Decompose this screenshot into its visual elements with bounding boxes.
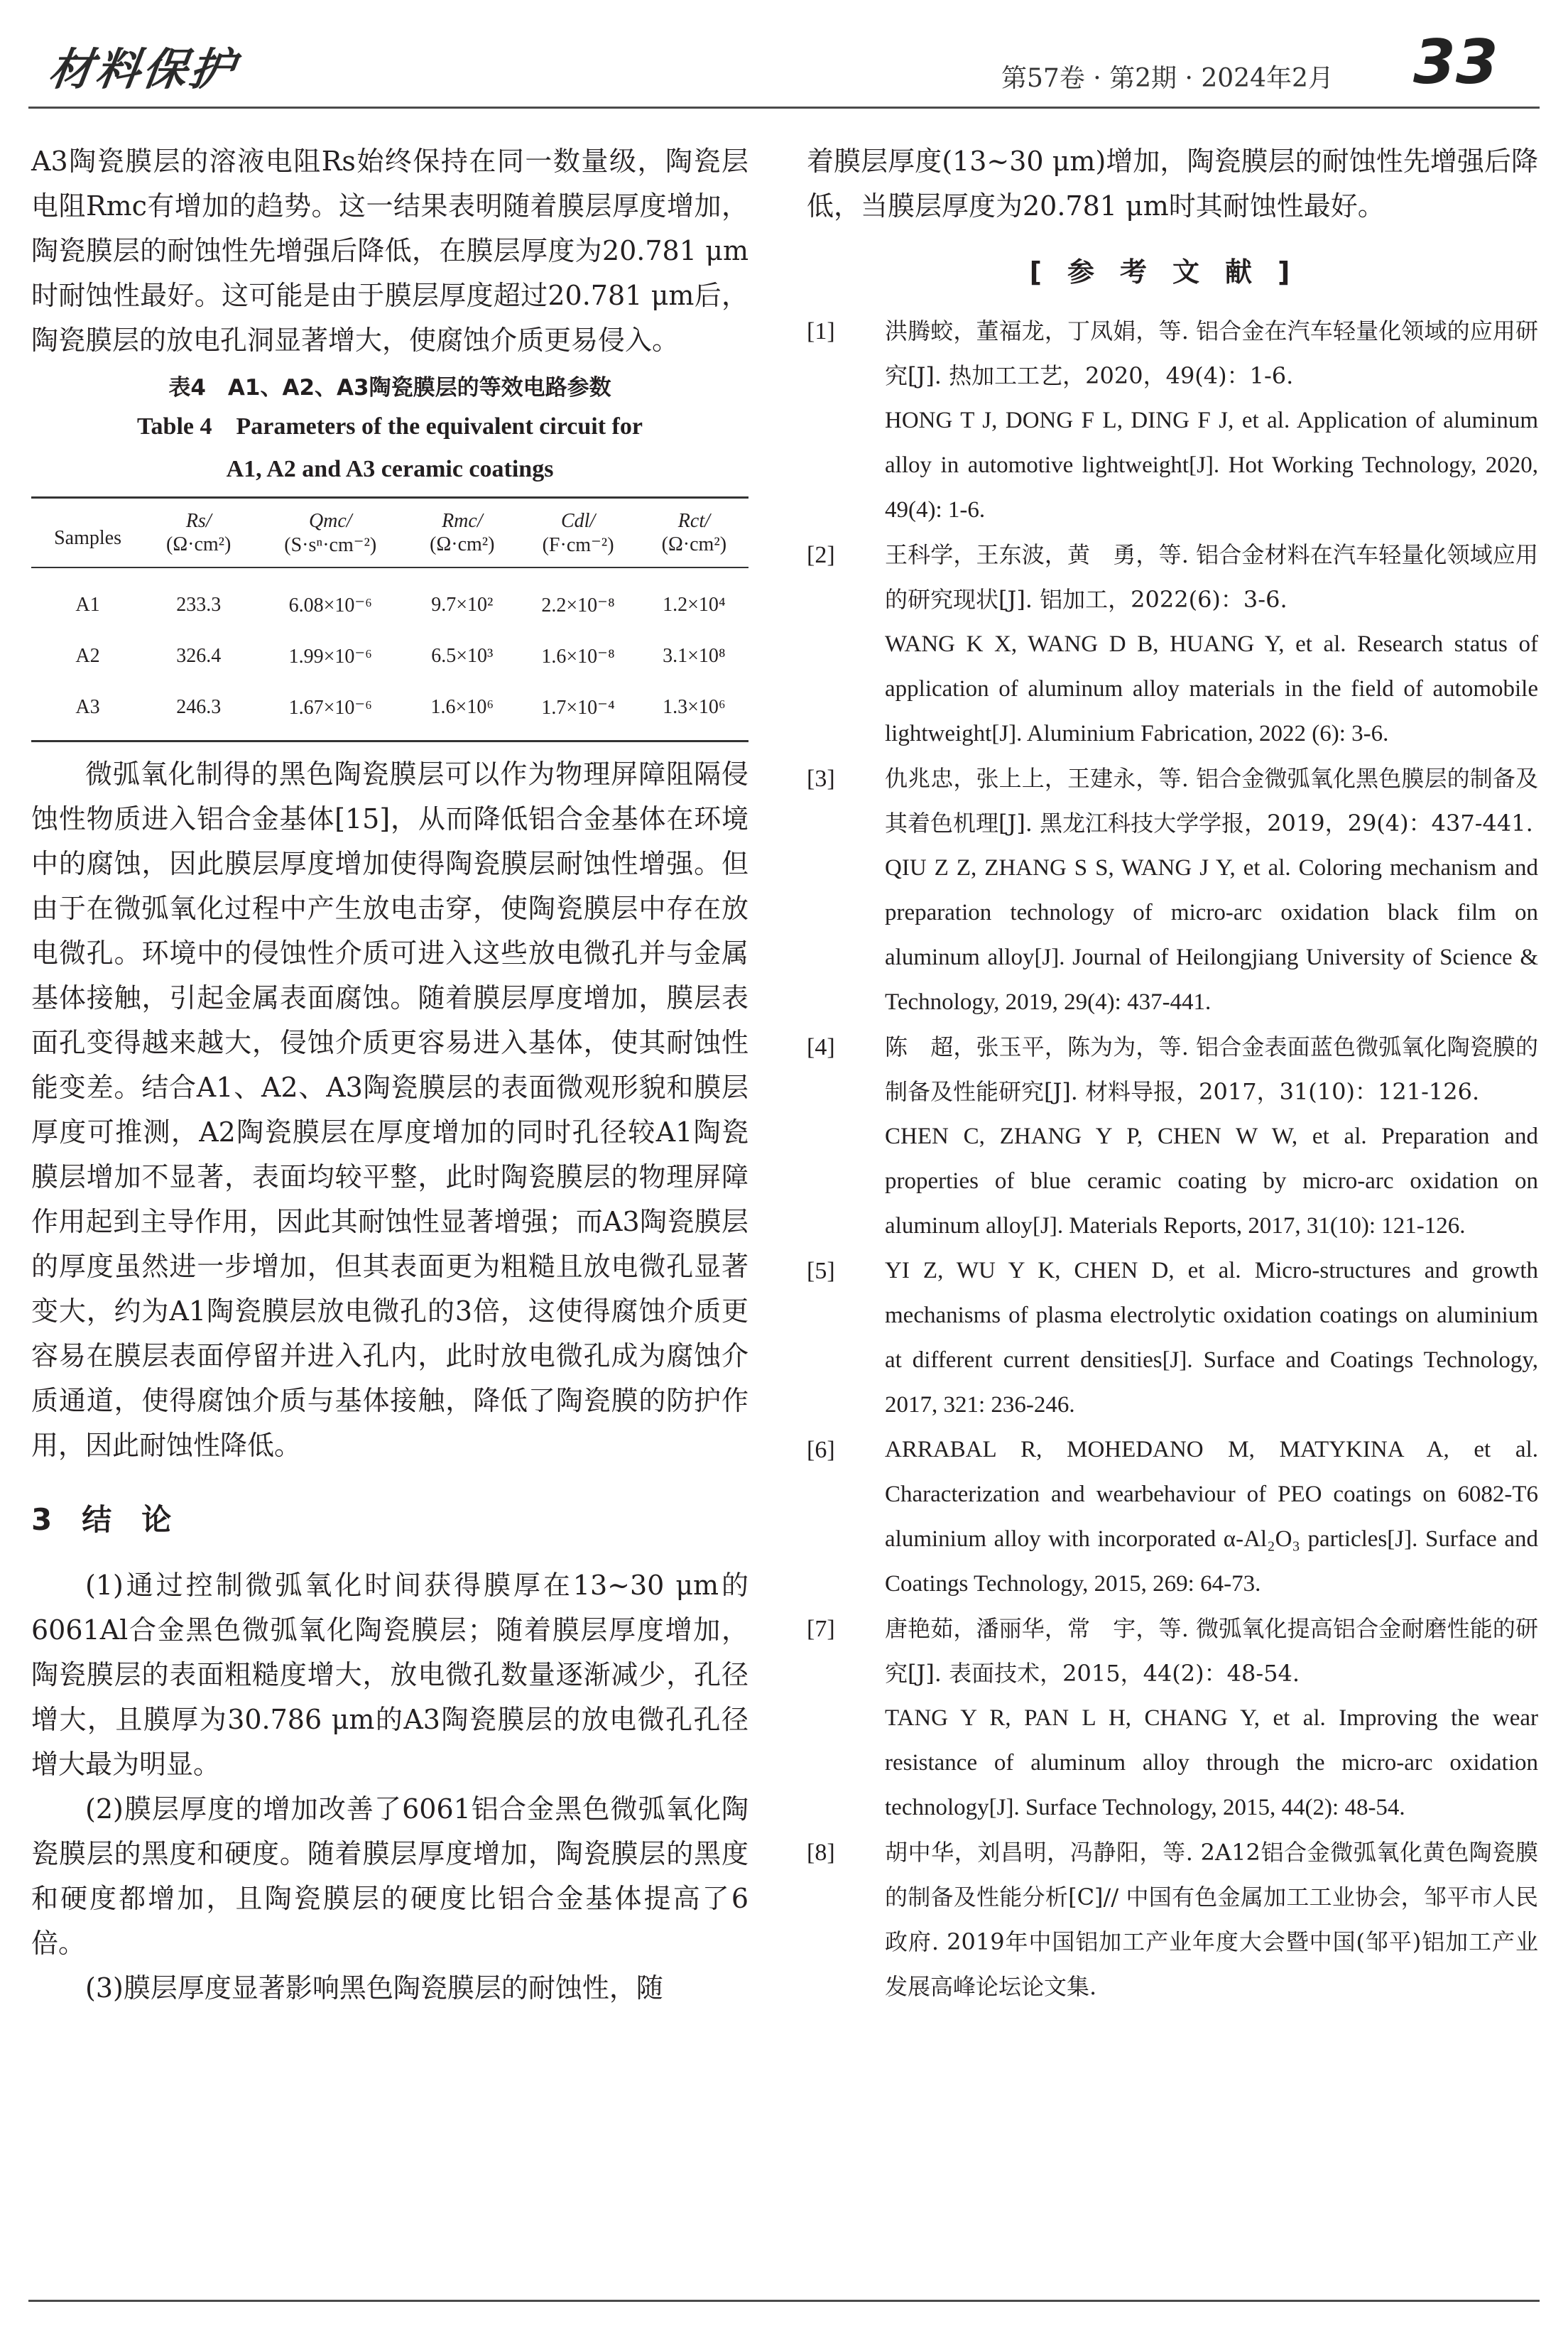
table-cell: 6.5×10³ [431, 645, 494, 667]
table-title-en: Table 4 Parameters of the equivalent circuit for [137, 413, 643, 440]
reference-cn: 唐艳茹，潘丽华，常 宇，等. 微弧氧化提高铝合金耐磨性能的研究[J]. 表面技术，2015，44(2)：48-54. [885, 1615, 1538, 1687]
reference-cn: 洪腾蛟，董福龙，丁凤娟，等. 铝合金在汽车轻量化领域的应用研究[J]. 热加工工艺，2020，49(4)：1-6. [885, 317, 1538, 389]
table-cell: A2 [75, 645, 100, 667]
conclusion-item: (3)膜层厚度显著影响黑色陶瓷膜层的耐蚀性，随 [85, 1972, 663, 2004]
table-cell: 1.6×10⁶ [408, 682, 516, 741]
reference-cn: 仇兆忠，张上上，王建永，等. 铝合金微弧氧化黑色膜层的制备及其着色机理[J]. 黑龙江科技大学学报，2019，29(4)：437-441. [885, 765, 1538, 837]
reference-number: [6] [807, 1437, 835, 1463]
table-cell: 1.2×10⁴ [663, 594, 726, 616]
table-cell: 246.3 [144, 682, 253, 741]
reference-item [807, 309, 1538, 533]
table-unit: (S·sⁿ·cm⁻²) [253, 533, 408, 567]
table-cell: 1.67×10⁻⁶ [253, 682, 408, 741]
table-row [31, 631, 748, 682]
reference-en: ARRABAL R, MOHEDANO M, MATYKINA A, et al. Characterization and wearbehaviour of PEO coatings on 6082-T6 aluminium alloy with incorporated α-Al₂O₃ particles[J]. Surface and Coatings Technology, 2015, 269: 64-73. [885, 1437, 1538, 1597]
paragraph: 微弧氧化制得的黑色陶瓷膜层可以作为物理屏障阻隔侵蚀性物质进入铝合金基体[15]，从而降低铝合金基体在环境中的腐蚀，因此膜层厚度增加使得陶瓷膜层耐蚀性增强。但由于在微弧氧化过程中产生放电击穿，使陶瓷膜层中存在放电微孔。环境中的侵蚀性介质可进入这些放电微孔并与金属基体接触，引起金属表面腐蚀。随着膜层厚度增加，膜层表面孔变得越来越大，侵蚀介质更容易进入基体，使其耐蚀性能变差。结合A1、A2、A3陶瓷膜层的表面微观形貌和膜层厚度可推测，A2陶瓷膜层在厚度增加的同时孔径较A1陶瓷膜层增加不显著，表面均较平整，此时陶瓷膜层的物理屏障作用起到主导作用，因此其耐蚀性显著增强；而A3陶瓷膜层的厚度虽然进一步增加，但其表面更为粗糙且放电微孔显著变大，约为A1陶瓷膜层放电微孔的3倍，这使得腐蚀介质更容易在膜层表面停留并进入孔内，此时放电微孔成为腐蚀介质通道，使得腐蚀介质与基体接触，降低了陶瓷膜的防护作用，因此耐蚀性降低。 [31, 759, 748, 1461]
table-row [31, 567, 748, 631]
reference-number: [7] [807, 1616, 835, 1642]
table-unit: (Ω·cm²) [408, 533, 516, 567]
table-row [31, 682, 748, 741]
table-header: Rct/ [640, 498, 748, 533]
table-cell: 1.3×10⁶ [640, 682, 748, 741]
reference-item [807, 756, 1538, 1025]
issue-info: 第57卷 · 第2期 · 2024年2月 [1001, 64, 1334, 93]
reference-number: [3] [807, 766, 835, 792]
table-header: Rs/ [144, 498, 253, 533]
table-cell: 1.7×10⁻⁴ [516, 682, 639, 741]
reference-number: [1] [807, 318, 835, 344]
paragraph: A3陶瓷膜层的溶液电阻Rs始终保持在同一数量级，陶瓷层电阻Rmc有增加的趋势。这一结果表明随着膜层厚度增加，陶瓷膜层的耐蚀性先增强后降低，在膜层厚度为20.781 μm时耐蚀性最好。这可能是由于膜层厚度超过20.781 μm后，陶瓷膜层的放电孔洞显著增大，使腐蚀介质更易侵入。 [31, 146, 748, 356]
table-cell: 2.2×10⁻⁸ [541, 594, 615, 616]
conclusion-item: (2)膜层厚度的增加改善了6061铝合金黑色微弧氧化陶瓷膜层的黑度和硬度。随着膜层厚度增加，陶瓷膜层的黑度和硬度都增加，且陶瓷膜层的硬度比铝合金基体提高了6倍。 [31, 1793, 748, 1959]
reference-number: [8] [807, 1840, 835, 1866]
header-rule [28, 107, 1540, 109]
reference-en: CHEN C, ZHANG Y P, CHEN W W, et al. Preparation and properties of blue ceramic coating by micro-arc oxidation on aluminum alloy[J]. Materials Reports, 2017, 31(10): 121-126. [885, 1124, 1538, 1239]
reference-number: [2] [807, 542, 835, 568]
table-cell: A1 [75, 594, 100, 616]
parameters-table [31, 496, 748, 742]
table-title-en: A1, A2 and A3 ceramic coatings [226, 456, 554, 482]
reference-list [807, 309, 1538, 2009]
paragraph: 着膜层厚度(13~30 μm)增加，陶瓷膜层的耐蚀性先增强后降低，当膜层厚度为20.781 μm时其耐蚀性最好。 [807, 146, 1538, 222]
reference-item [807, 1830, 1538, 2009]
reference-item [807, 1249, 1538, 1428]
table-header: Samples [31, 498, 144, 568]
footer-rule [28, 2300, 1540, 2302]
table-cell: 233.3 [176, 594, 222, 616]
table-cell: 9.7×10² [431, 594, 494, 616]
reference-en: HONG T J, DONG F L, DING F J, et al. Application of aluminum alloy in automotive lightweight[J]. Hot Working Technology, 2020, 49(4): 1-6. [885, 408, 1538, 523]
left-column [31, 139, 748, 2011]
reference-item [807, 533, 1538, 756]
reference-en: TANG Y R, PAN L H, CHANG Y, et al. Improving the wear resistance of aluminum alloy through the micro-arc oxidation technology[J]. Surface Technology, 2015, 44(2): 48-54. [885, 1705, 1538, 1820]
references-heading: [参考文献] [1029, 256, 1316, 288]
page-number: 33 [1413, 27, 1498, 98]
table-cell: 6.08×10⁻⁶ [288, 594, 372, 616]
conclusion-item: (1)通过控制微弧氧化时间获得膜厚在13~30 μm的6061Al合金黑色微弧氧化陶瓷膜层；随着膜层厚度增加，陶瓷膜层的表面粗糙度增大，放电微孔数量逐渐减少，孔径增大，且膜厚为30.786 μm的A3陶瓷膜层的放电微孔孔径增大最为明显。 [31, 1570, 748, 1780]
reference-en: WANG K X, WANG D B, HUANG Y, et al. Research status of application of aluminum alloy materials in the field of automobile lightweight[J]. Aluminium Fabrication, 2022 (6): 3-6. [885, 631, 1538, 746]
reference-item [807, 1607, 1538, 1830]
reference-item [807, 1428, 1538, 1607]
table-header: Cdl/ [516, 498, 639, 533]
table-title-cn: 表4 A1、A2、A3陶瓷膜层的等效电路参数 [168, 375, 611, 401]
table-unit: (F·cm⁻²) [516, 533, 639, 567]
table-cell: 1.6×10⁻⁸ [541, 646, 615, 668]
reference-cn: 陈 超，张玉平，陈为为，等. 铝合金表面蓝色微弧氧化陶瓷膜的制备及性能研究[J]. 材料导报，2017，31(10)：121-126. [885, 1033, 1538, 1105]
table-header: Qmc/ [253, 498, 408, 533]
reference-number: [5] [807, 1258, 835, 1284]
table-cell: 326.4 [176, 645, 222, 667]
reference-number: [4] [807, 1034, 835, 1060]
table-unit: (Ω·cm²) [640, 533, 748, 567]
table-header: Rmc/ [408, 498, 516, 533]
table-cell: A3 [31, 682, 144, 741]
reference-cn: 王科学，王东波，黄 勇，等. 铝合金材料在汽车轻量化领域应用的研究现状[J]. 铝加工，2022(6)：3-6. [885, 541, 1538, 613]
table-unit: (Ω·cm²) [144, 533, 253, 567]
reference-cn: 胡中华，刘昌明，冯静阳，等. 2A12铝合金微弧氧化黄色陶瓷膜的制备及性能分析[C]// 中国有色金属加工工业协会，邹平市人民政府. 2019年中国铝加工产业年度大会暨中国(邹平)铝加工产业发展高峰论坛论文集. [885, 1839, 1538, 2000]
reference-item [807, 1025, 1538, 1249]
right-column [807, 139, 1538, 2009]
table-cell: 3.1×10⁸ [663, 645, 726, 667]
journal-logo: 材料保护 [45, 43, 241, 95]
table-cell: 1.99×10⁻⁶ [288, 646, 372, 668]
reference-en: QIU Z Z, ZHANG S S, WANG J Y, et al. Coloring mechanism and preparation technology of micro-arc oxidation black film on aluminum alloy[J]. Journal of Heilongjiang University of Science & Technology, 2019, 29(4): 437-441. [885, 855, 1538, 1015]
reference-en: YI Z, WU Y K, CHEN D, et al. Micro-structures and growth mechanisms of plasma electrolytic oxidation coatings on aluminium at different current densities[J]. Surface and Coatings Technology, 2017, 321: 236-246. [885, 1258, 1538, 1418]
section-heading: 3 结 论 [31, 1502, 172, 1537]
